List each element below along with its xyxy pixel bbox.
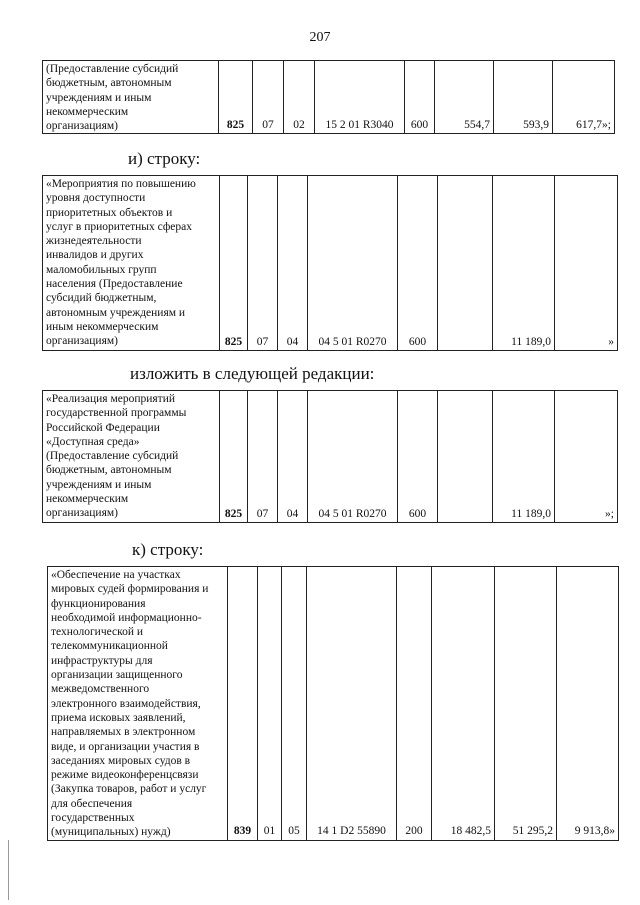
value-year-1: 18 482,5 (432, 567, 495, 841)
value-year-2: 11 189,0 (493, 391, 555, 523)
expense-kind: 600 (398, 176, 438, 351)
value-year-1 (438, 391, 493, 523)
row-description: «Обеспечение на участках мировых судей формирования и функционирования необходимой информационно- технологической и телекоммуникационной инфраструктуры для организации защищенного межведомственного электронного взаимодействия, приема исковых заявлений, направляемых в электронном виде, и организации участия в заседаниях мировых судов в режиме видеоконференцсвязи (Закупка товаров, работ и услуг для обеспечения государственных (муниципальных) нужд) (48, 567, 228, 841)
section-code: 07 (248, 176, 278, 351)
subsection-code: 04 (278, 391, 308, 523)
expense-kind: 600 (405, 61, 435, 134)
article-code: 15 2 01 R3040 (315, 61, 405, 134)
article-code: 04 5 01 R0270 (308, 176, 398, 351)
value-year-1: 554,7 (435, 61, 494, 134)
caption-item-k: к) строку: (132, 540, 204, 559)
value-year-3: »; (555, 391, 618, 523)
budget-table-3 (42, 390, 618, 523)
row-description: (Предоставление субсидий бюджетным, автономным учреждениям и иным некоммерческим организациям) (43, 61, 219, 134)
section-code: 07 (248, 391, 278, 523)
ministry-code: 825 (219, 61, 253, 134)
budget-table-4 (47, 566, 619, 841)
caption-edit: изложить в следующей редакции: (130, 364, 375, 383)
budget-table-2 (42, 175, 618, 351)
caption-item-i: и) строку: (128, 149, 201, 168)
row-description: «Реализация мероприятий государственной программы Российской Федерации «Доступная среда» (Предоставление субсидий бюджетным, автономным учреждениям и иным некоммерческим организациям) (43, 391, 220, 523)
value-year-3: 617,7»; (553, 61, 615, 134)
row-description: «Мероприятия по повышению уровня доступности приоритетных объектов и услуг в приоритетных сферах жизнедеятельности инвалидов и других маломобильных групп населения (Предоставление субсидий бюджетным, автономным учреждениям и иным некоммерческим организациям) (43, 176, 220, 351)
value-year-2: 593,9 (494, 61, 553, 134)
scan-margin-line (8, 840, 9, 900)
value-year-3: 9 913,8» (557, 567, 619, 841)
value-year-2: 11 189,0 (493, 176, 555, 351)
article-code: 14 1 D2 55890 (307, 567, 397, 841)
article-code: 04 5 01 R0270 (308, 391, 398, 523)
section-code: 01 (258, 567, 282, 841)
ministry-code: 825 (220, 176, 248, 351)
expense-kind: 200 (397, 567, 432, 841)
subsection-code: 05 (282, 567, 307, 841)
value-year-1 (438, 176, 493, 351)
value-year-2: 51 295,2 (495, 567, 557, 841)
budget-table-1 (42, 60, 615, 134)
page-number: 207 (309, 30, 331, 45)
expense-kind: 600 (398, 391, 438, 523)
ministry-code: 825 (220, 391, 248, 523)
section-code: 07 (253, 61, 284, 134)
subsection-code: 04 (278, 176, 308, 351)
value-year-3: » (555, 176, 618, 351)
subsection-code: 02 (284, 61, 315, 134)
ministry-code: 839 (228, 567, 258, 841)
